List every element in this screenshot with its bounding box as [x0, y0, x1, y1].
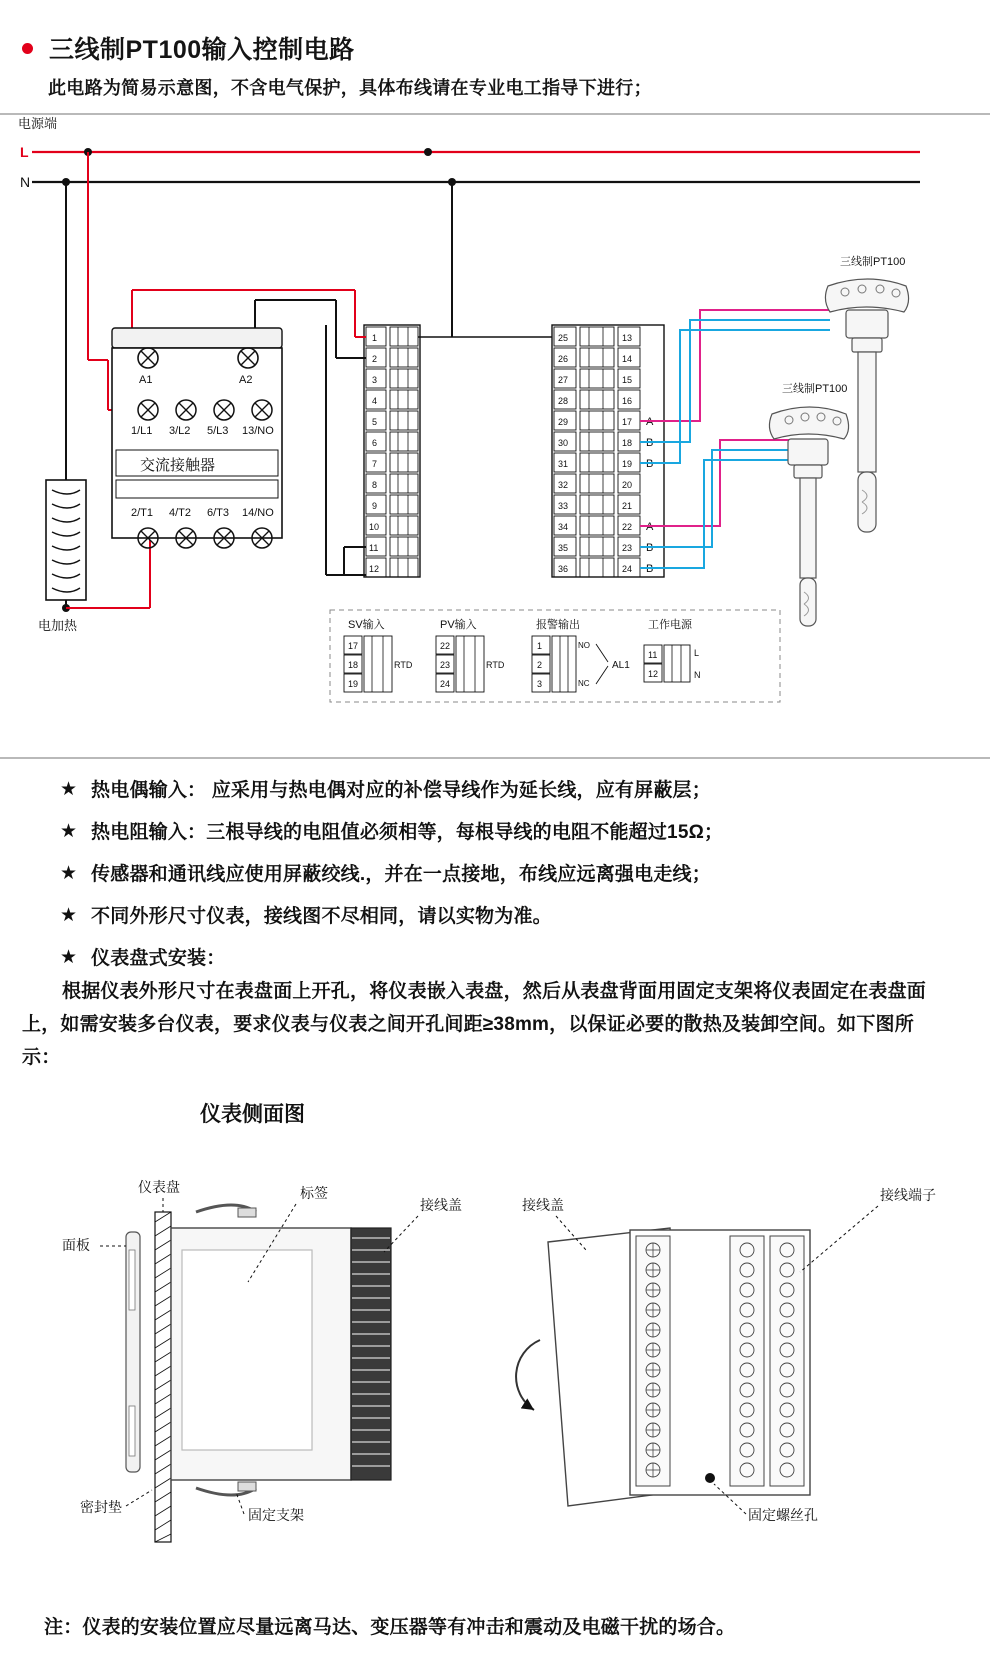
- note-item: [60, 946, 960, 971]
- svg-text:28: 28: [558, 396, 569, 406]
- svg-text:9: 9: [372, 501, 378, 511]
- page-title-row: [22, 30, 355, 66]
- svg-text:34: 34: [558, 522, 569, 532]
- svg-text:26: 26: [558, 354, 569, 364]
- svg-text:3/L2: 3/L2: [169, 425, 191, 437]
- svg-text:11: 11: [369, 543, 379, 553]
- svg-text:AL1: AL1: [612, 660, 630, 671]
- note-item: [60, 778, 960, 803]
- svg-text:19: 19: [622, 459, 633, 469]
- svg-text:1/L1: 1/L1: [131, 425, 153, 437]
- note-text: 热电偶输入： 应采用与热电偶对应的补偿导线作为延长线，应有屏蔽层；: [91, 780, 711, 801]
- svg-text:RTD: RTD: [394, 660, 413, 670]
- svg-text:7: 7: [372, 459, 378, 469]
- circuit-diagram: [0, 110, 990, 755]
- label-wiring-cover-right: 接线盖: [522, 1197, 564, 1213]
- svg-text:22: 22: [440, 641, 451, 651]
- svg-text:3: 3: [537, 679, 543, 689]
- svg-text:22: 22: [622, 522, 633, 532]
- svg-text:25: 25: [558, 333, 569, 343]
- note-text: 仪表盘式安装：: [91, 948, 226, 969]
- divider-bottom: [0, 757, 990, 759]
- svg-text:14/NO: 14/NO: [242, 507, 274, 519]
- svg-text:18: 18: [348, 660, 359, 670]
- note-text: 热电阻输入：三根导线的电阻值必须相等，每根导线的电阻不能超过15Ω；: [91, 822, 724, 843]
- svg-text:2: 2: [537, 660, 543, 670]
- label-panel-board: 仪表盘: [138, 1179, 180, 1195]
- legend-sv-title: SV输入: [348, 619, 385, 631]
- svg-text:32: 32: [558, 480, 569, 490]
- svg-text:17: 17: [348, 641, 359, 651]
- legend-power-title: 工作电源: [648, 619, 692, 631]
- install-paragraph: 根据仪表外形尺寸在表盘面上开孔，将仪表嵌入表盘，然后从表盘背面用固定支架将仪表固定在表盘面上，如需安装多台仪表，要求仪表与仪表之间开孔间距≥38mm，以保证必要的散热及装卸空间。如下图所示：: [22, 981, 927, 1068]
- svg-text:L: L: [694, 648, 700, 658]
- svg-text:10: 10: [369, 522, 380, 532]
- label-screw-hole: 固定螺丝孔: [748, 1507, 818, 1523]
- svg-text:14: 14: [622, 354, 633, 364]
- svg-text:15: 15: [622, 375, 633, 385]
- svg-text:1: 1: [537, 641, 543, 651]
- svg-text:16: 16: [622, 396, 633, 406]
- label-front-panel: 面板: [62, 1237, 90, 1253]
- bullet-dot-icon: [22, 43, 33, 54]
- svg-text:36: 36: [558, 564, 569, 574]
- star-icon: ★: [60, 863, 78, 884]
- svg-text:30: 30: [558, 438, 569, 448]
- sensor-top-label: 三线制PT100: [840, 256, 906, 268]
- svg-text:17: 17: [622, 417, 633, 427]
- label-terminal: 接线端子: [880, 1187, 936, 1203]
- line-n-label: N: [20, 174, 31, 190]
- svg-text:23: 23: [622, 543, 633, 553]
- svg-text:33: 33: [558, 501, 569, 511]
- coil-a2-label: A2: [239, 374, 253, 386]
- svg-text:2/T1: 2/T1: [131, 507, 154, 519]
- label-bracket: 固定支架: [248, 1507, 304, 1523]
- svg-text:4: 4: [372, 396, 378, 406]
- page-title: 三线制PT100输入控制电路: [49, 36, 355, 64]
- note-item: [60, 904, 960, 929]
- legend-pv-title: PV输入: [440, 619, 477, 631]
- note-text: 传感器和通讯线应使用屏蔽绞线.，并在一点接地，布线应远离强电走线；: [91, 864, 711, 885]
- svg-text:NC: NC: [578, 679, 590, 688]
- svg-text:12: 12: [648, 669, 659, 679]
- line-l-label: L: [20, 144, 29, 160]
- svg-text:4/T2: 4/T2: [169, 507, 192, 519]
- svg-text:19: 19: [348, 679, 359, 689]
- svg-text:N: N: [694, 670, 701, 680]
- svg-text:18: 18: [622, 438, 633, 448]
- star-icon: ★: [60, 947, 78, 968]
- star-icon: ★: [60, 821, 78, 842]
- svg-text:B: B: [646, 563, 654, 575]
- svg-text:12: 12: [369, 564, 380, 574]
- svg-text:5/L3: 5/L3: [207, 425, 229, 437]
- contactor-label: 交流接触器: [140, 457, 216, 474]
- svg-text:11: 11: [648, 650, 658, 660]
- svg-text:13: 13: [622, 333, 633, 343]
- svg-text:29: 29: [558, 417, 569, 427]
- svg-text:1: 1: [372, 333, 378, 343]
- legend-alarm-title: 报警输出: [536, 619, 580, 631]
- star-icon: ★: [60, 905, 78, 926]
- svg-text:8: 8: [372, 480, 378, 490]
- sideview-title: 仪表侧面图: [200, 1103, 305, 1126]
- svg-text:B: B: [646, 458, 654, 470]
- sensor-bottom-label: 三线制PT100: [782, 383, 848, 395]
- label-tag: 标签: [300, 1185, 328, 1201]
- svg-text:NO: NO: [578, 641, 590, 650]
- label-wiring-cover-left: 接线盖: [420, 1197, 462, 1213]
- svg-text:B: B: [646, 437, 654, 449]
- svg-text:24: 24: [440, 679, 451, 689]
- svg-text:5: 5: [372, 417, 378, 427]
- label-gasket: 密封垫: [80, 1499, 122, 1515]
- svg-text:A: A: [646, 416, 654, 428]
- svg-text:23: 23: [440, 660, 451, 670]
- svg-text:27: 27: [558, 375, 569, 385]
- note-item: [60, 820, 960, 845]
- svg-text:RTD: RTD: [486, 660, 505, 670]
- note-text: 不同外形尺寸仪表，接线图不尽相同，请以实物为准。: [91, 906, 552, 927]
- svg-text:35: 35: [558, 543, 569, 553]
- svg-text:3: 3: [372, 375, 378, 385]
- power-end-label: 电源端: [18, 116, 58, 131]
- svg-text:6: 6: [372, 438, 378, 448]
- svg-text:20: 20: [622, 480, 633, 490]
- footer-note: 注：仪表的安装位置应尽量远离马达、变压器等有冲击和震动及电磁干扰的场合。: [44, 1617, 736, 1638]
- svg-text:A: A: [646, 521, 654, 533]
- coil-a1-label: A1: [139, 374, 153, 386]
- svg-text:6/T3: 6/T3: [207, 507, 230, 519]
- svg-text:24: 24: [622, 564, 633, 574]
- svg-text:21: 21: [622, 501, 633, 511]
- note-item: [60, 862, 960, 887]
- star-icon: ★: [60, 779, 78, 800]
- page-subtitle: 此电路为简易示意图，不含电气保护，具体布线请在专业电工指导下进行；: [48, 78, 652, 98]
- notes-list: [60, 778, 960, 988]
- svg-text:13/NO: 13/NO: [242, 425, 274, 437]
- svg-text:31: 31: [558, 459, 569, 469]
- heater-label: 电加热: [38, 618, 78, 633]
- svg-text:B: B: [646, 542, 654, 554]
- svg-text:2: 2: [372, 354, 378, 364]
- sideview-diagram: [0, 1170, 990, 1590]
